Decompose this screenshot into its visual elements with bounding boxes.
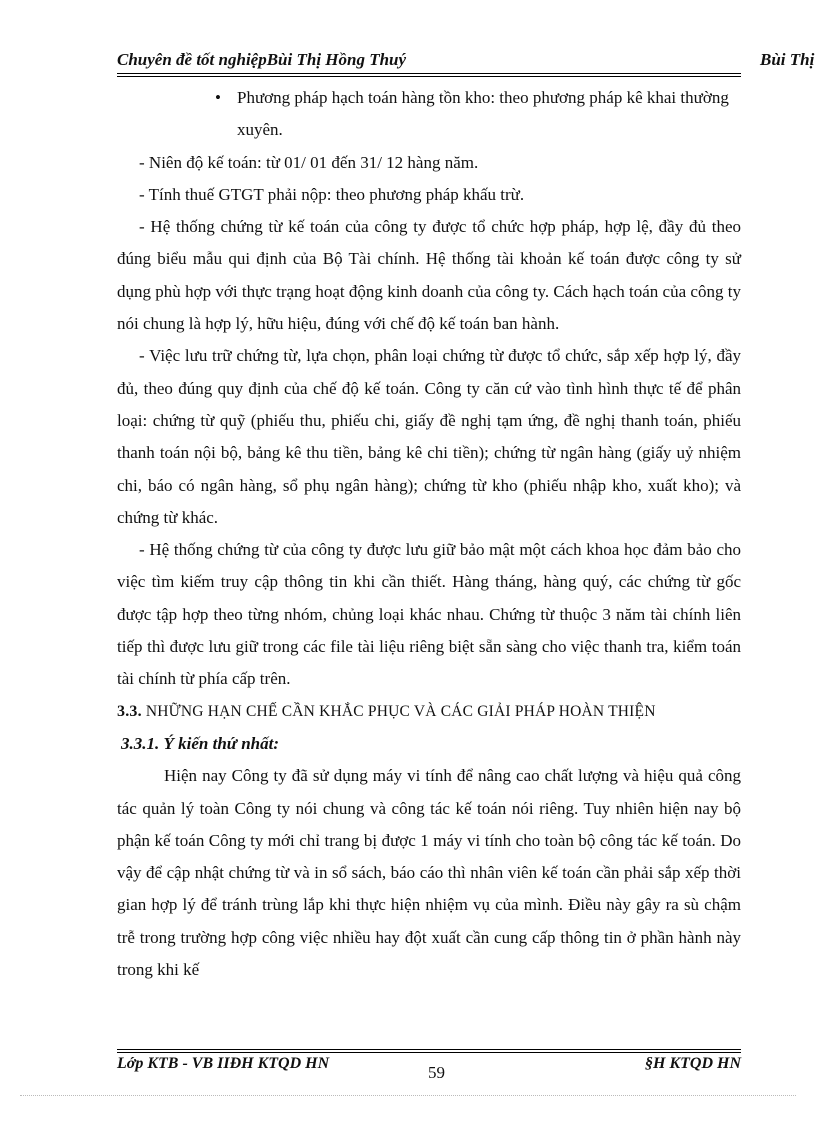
vat-line: - Tính thuế GTGT phải nộp: theo phương pháp khấu trừ. — [139, 184, 525, 204]
subsection-heading: 3.3.1. Ý kiến thứ nhất: — [121, 733, 280, 753]
paragraph-security: - Hệ thống chứng từ của công ty được lưu giữ bảo mật một cách khoa học đảm bảo cho việc tìm kiếm truy cập thông tin khi cần thiết. Hàng tháng, hàng quý, các chứng từ gốc được tập hợp theo từng nhóm, chủng loại khác nhau. Chứng từ thuộc 3 năm tài chính liên tiếp thì được lưu giữ trong các file tài liệu riêng biệt sẵn sàng cho việc thanh tra, kiểm toán tài chính từ phía cấp trên. — [117, 540, 741, 689]
footer-school: §H KTQD HN — [645, 1055, 741, 1072]
bullet-dot-icon: • — [215, 88, 221, 107]
header-title: Chuyên đề tốt nghiệpBùi Thị Hồng Thuý — [117, 50, 407, 69]
header-rule-2 — [117, 76, 741, 77]
bullet-text: Phương pháp hạch toán hàng tồn kho: theo phương pháp kê khai thường xuyên. — [237, 88, 729, 140]
paragraph-opinion-1: Hiện nay Công ty đã sử dụng máy vi tính để nâng cao chất lượng và hiệu quả công tác quản lý toàn Công ty nói chung và công tác kế toán nói riêng. Tuy nhiên hiện nay bộ phận kế toán Công ty mới chỉ trang bị được 1 máy vi tính cho toàn bộ công tác kế toán. Do vậy để cập nhật chứng từ và in sổ sách, báo cáo thì nhân viên kế toán cần phải sắp xếp thời gian hợp lý để tránh trùng lắp khi thực hiện nhiệm vụ của mình. Điều này gây ra sù chậm trễ trong trường hợp công việc nhiều hay đột xuất cần cung cấp thông tin ở phần hành này trong khi kế — [117, 766, 741, 980]
page-number: 59 — [428, 1063, 445, 1082]
footer-rule-2 — [117, 1052, 741, 1053]
document-body — [117, 82, 741, 986]
paragraph-storage: - Việc lưu trữ chứng từ, lựa chọn, phân loại chứng từ được tổ chức, sắp xếp hợp lý, đầy đủ, theo đúng quy định của chế độ kế toán. Công ty căn cứ vào tình hình thực tế để phân loại: chứng từ quỹ (phiếu thu, phiếu chi, giấy đề nghị tạm ứng, đề nghị thanh toán, phiếu thanh toán nội bộ, bảng kê thu tiền, bảng kê chi tiền); chứng từ ngân hàng (giấy uỷ nhiệm chi, báo có ngân hàng, sổ phụ ngân hàng); chứng từ kho (phiếu nhập kho, xuất kho); và chứng từ khác. — [117, 346, 741, 527]
section-heading — [117, 696, 741, 728]
page-bottom-divider — [20, 1095, 796, 1096]
page-header — [0, 50, 816, 74]
bullet-item — [215, 82, 741, 147]
header-author-cut: Bùi Thị — [760, 50, 815, 69]
footer-rule — [117, 1049, 741, 1050]
footer-class: Lớp KTB - VB IIĐH KTQD HN — [117, 1055, 330, 1072]
fiscal-year-line: - Niên độ kế toán: từ 01/ 01 đến 31/ 12 hàng năm. — [139, 152, 479, 172]
header-rule — [117, 73, 741, 74]
section-number: 3.3. — [117, 702, 142, 720]
paragraph-accounting-docs: - Hệ thống chứng từ kế toán của công ty được tổ chức hợp pháp, hợp lệ, đầy đủ theo đúng biểu mẫu qui định của Bộ Tài chính. Hệ thống tài khoản kế toán được công ty sử dụng phù hợp với thực trạng hoạt động kinh doanh của công ty. Cách hạch toán của công ty nói chung là hợp lý, hữu hiệu, đúng với chế độ kế toán ban hành. — [117, 217, 741, 334]
section-title: NHỮNG HẠN CHẾ CẦN KHẮC PHỤC VÀ CÁC GIẢI PHÁP HOÀN THIỆN — [145, 702, 656, 720]
